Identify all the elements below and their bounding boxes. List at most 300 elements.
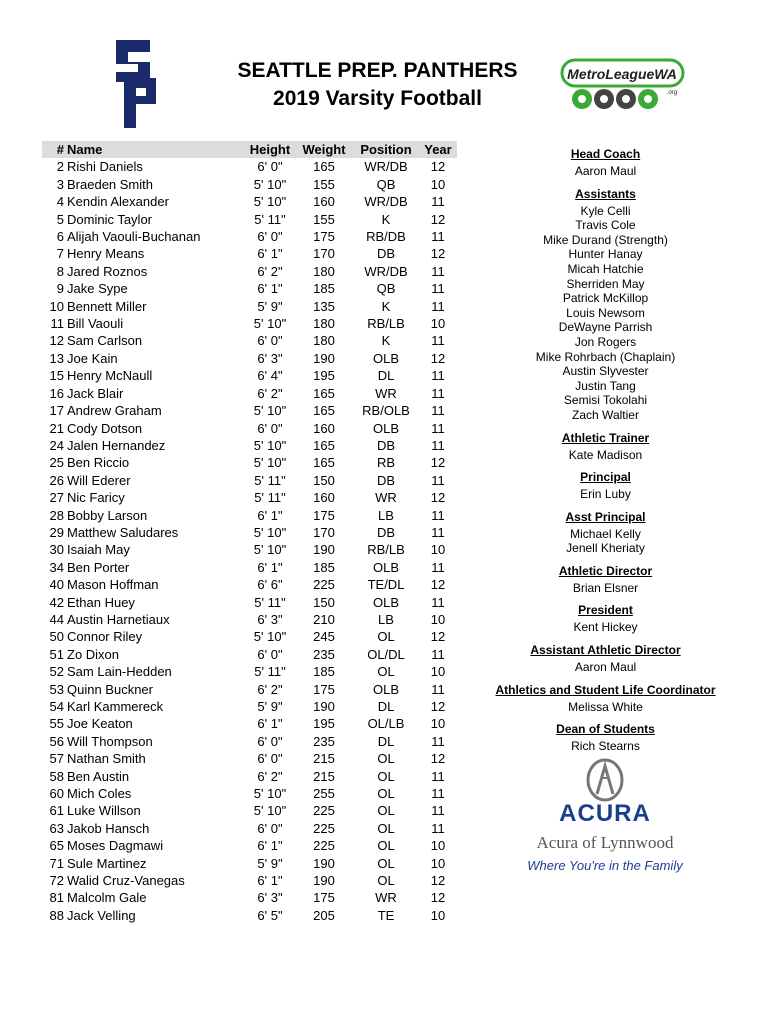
player-position: DB — [376, 524, 396, 540]
player-height: 6' 0" — [257, 820, 283, 836]
player-height: 6' 1" — [257, 559, 283, 575]
player-weight: 205 — [313, 907, 335, 923]
player-weight: 135 — [313, 298, 335, 314]
player-name: Bennett Miller — [67, 298, 147, 314]
player-weight: 165 — [313, 455, 335, 471]
player-name: Will Ederer — [67, 472, 131, 488]
table-row — [42, 524, 457, 541]
player-year: 10 — [430, 907, 446, 923]
player-number: 26 — [49, 472, 64, 488]
player-weight: 190 — [313, 542, 335, 558]
staff-group — [488, 642, 723, 675]
player-height: 5' 10" — [253, 316, 287, 332]
player-position: WR — [375, 890, 397, 906]
table-row — [42, 802, 457, 819]
roster-table — [42, 141, 457, 924]
staff-name: Sherriden May — [566, 276, 645, 291]
player-number: 65 — [49, 838, 64, 854]
player-weight: 150 — [313, 594, 335, 610]
player-name: Cody Dotson — [67, 420, 143, 436]
staff-heading: President — [578, 603, 633, 618]
player-weight: 165 — [313, 159, 335, 175]
player-year: 11 — [431, 733, 445, 749]
player-name: Dominic Taylor — [67, 211, 153, 227]
player-year: 11 — [431, 559, 445, 575]
player-position: WR/DB — [364, 263, 408, 279]
player-number: 56 — [49, 733, 64, 749]
staff-group — [488, 509, 723, 556]
player-year: 12 — [430, 211, 446, 227]
player-height: 6' 4" — [257, 368, 283, 384]
player-number: 13 — [49, 350, 64, 366]
player-number: 63 — [49, 820, 64, 836]
player-weight: 160 — [313, 194, 335, 210]
player-weight: 175 — [313, 229, 335, 245]
player-number: 28 — [49, 507, 64, 523]
player-year: 12 — [430, 873, 446, 889]
staff-name: Micah Hatchie — [567, 261, 644, 276]
player-height: 5' 10" — [253, 194, 287, 210]
player-year: 11 — [431, 385, 445, 401]
player-number: 51 — [49, 646, 64, 662]
player-height: 5' 11" — [254, 472, 286, 488]
player-height: 6' 1" — [257, 246, 283, 262]
player-name: Jack Velling — [67, 907, 136, 923]
player-number: 2 — [56, 159, 64, 175]
table-row — [42, 559, 457, 576]
player-height: 5' 9" — [257, 699, 283, 714]
player-position: OL — [377, 768, 395, 784]
col-weight: Weight — [295, 141, 353, 158]
title-line-2: 2019 Varsity Football — [273, 87, 482, 110]
player-position: WR/DB — [364, 194, 408, 210]
player-position: WR — [375, 385, 397, 401]
player-height: 6' 0" — [257, 333, 283, 349]
staff-name: Erin Luby — [580, 487, 631, 502]
table-row — [42, 315, 457, 332]
table-row — [42, 750, 457, 767]
player-name: Moses Dagmawi — [67, 838, 164, 854]
player-year: 10 — [430, 855, 446, 871]
table-row — [42, 715, 457, 732]
table-row — [42, 646, 457, 663]
player-position: DL — [377, 733, 395, 749]
player-weight: 190 — [313, 350, 335, 366]
staff-name: Mike Durand (Strength) — [543, 232, 668, 247]
player-name: Will Thompson — [67, 733, 153, 749]
staff-group — [488, 430, 723, 463]
player-height: 6' 1" — [257, 838, 283, 854]
player-number: 34 — [49, 559, 64, 575]
player-weight: 170 — [313, 524, 335, 540]
table-row — [42, 437, 457, 454]
player-number: 42 — [49, 594, 64, 610]
player-number: 81 — [49, 890, 64, 906]
player-name: Ethan Huey — [67, 594, 135, 610]
player-number: 17 — [49, 403, 64, 419]
player-number: 61 — [49, 803, 64, 819]
player-height: 6' 3" — [257, 890, 283, 906]
staff-name: Kyle Celli — [580, 203, 631, 218]
table-row — [42, 820, 457, 837]
player-position: OL — [377, 838, 395, 854]
player-position: RB — [376, 455, 396, 471]
table-row — [42, 298, 457, 315]
sponsor-brand: ACURA — [559, 800, 651, 827]
player-height: 5' 10" — [253, 176, 287, 192]
page-title — [205, 58, 550, 114]
player-position: OLB — [372, 559, 399, 575]
table-row — [42, 489, 457, 506]
player-weight: 175 — [313, 681, 335, 697]
player-height: 6' 2" — [257, 768, 283, 784]
sponsor-tagline: Where You're in the Family — [527, 858, 683, 873]
acura-caliper-icon — [588, 760, 622, 800]
table-row — [42, 785, 457, 802]
player-height: 5' 10" — [253, 629, 287, 645]
staff-name: Austin Slyvester — [562, 364, 649, 379]
player-weight: 165 — [313, 437, 335, 453]
player-number: 7 — [56, 246, 64, 262]
player-position: OL — [377, 664, 395, 680]
table-row — [42, 158, 457, 175]
player-year: 11 — [431, 820, 445, 836]
staff-heading: Assistants — [575, 186, 636, 201]
player-height: 6' 1" — [257, 716, 283, 732]
player-name: Jalen Hernandez — [67, 437, 166, 453]
table-row — [42, 263, 457, 280]
player-position: OL — [377, 803, 395, 819]
player-number: 27 — [49, 490, 64, 506]
player-number: 4 — [56, 194, 64, 210]
player-name: Henry Means — [67, 246, 145, 262]
staff-heading: Asst Principal — [565, 509, 646, 524]
staff-name: Michael Kelly — [570, 526, 641, 541]
player-position: DL — [377, 368, 395, 384]
player-position: RB/DB — [366, 229, 406, 245]
player-weight: 245 — [313, 629, 335, 645]
player-number: 30 — [49, 542, 64, 558]
player-height: 6' 0" — [257, 751, 283, 767]
player-name: Joe Kain — [67, 350, 118, 366]
player-height: 5' 10" — [253, 455, 287, 471]
player-height: 5' 10" — [253, 542, 287, 558]
player-weight: 150 — [313, 472, 335, 488]
table-row — [42, 768, 457, 785]
table-row — [42, 454, 457, 471]
player-position: OL/DL — [367, 646, 405, 662]
player-name: Rishi Daniels — [67, 159, 143, 175]
player-year: 12 — [430, 699, 446, 714]
player-height: 6' 2" — [257, 385, 283, 401]
player-number: 11 — [50, 316, 64, 332]
player-weight: 195 — [313, 368, 335, 384]
staff-name: Louis Newsom — [566, 305, 645, 320]
player-height: 6' 3" — [257, 350, 283, 366]
staff-heading: Head Coach — [570, 147, 641, 161]
player-height: 5' 10" — [253, 786, 287, 802]
player-name: Alijah Vaouli-Buchanan — [67, 229, 201, 245]
player-year: 12 — [430, 159, 446, 175]
sport-balls-icon — [572, 89, 658, 109]
player-weight: 235 — [313, 646, 335, 662]
player-weight: 185 — [313, 281, 335, 297]
col-name: Name — [67, 141, 245, 158]
table-row — [42, 611, 457, 628]
player-position: OL — [377, 873, 395, 889]
player-number: 55 — [49, 716, 64, 732]
player-height: 5' 10" — [253, 437, 287, 453]
player-weight: 225 — [313, 820, 335, 836]
table-row — [42, 872, 457, 889]
player-year: 11 — [431, 681, 445, 697]
player-number: 9 — [56, 281, 64, 297]
staff-name: Justin Tang — [575, 378, 636, 393]
player-position: OLB — [372, 681, 399, 697]
staff-name: Hunter Hanay — [568, 247, 643, 262]
staff-list — [488, 146, 723, 761]
player-position: OL — [377, 820, 395, 836]
player-position: DL — [377, 699, 395, 714]
player-weight: 185 — [313, 664, 335, 680]
player-number: 72 — [49, 873, 64, 889]
player-position: TE — [377, 907, 395, 923]
player-position: RB/LB — [367, 542, 405, 558]
player-position: DB — [376, 246, 396, 262]
player-number: 6 — [56, 229, 64, 245]
player-name: Ben Austin — [67, 768, 130, 784]
player-year: 11 — [431, 229, 445, 245]
table-row — [42, 211, 457, 228]
roster-header-row — [42, 141, 457, 158]
player-position: OL/LB — [367, 716, 405, 732]
player-position: LB — [378, 507, 394, 523]
player-name: Henry McNaull — [67, 368, 153, 384]
player-number: 57 — [49, 751, 64, 767]
player-weight: 225 — [313, 838, 335, 854]
table-row — [42, 628, 457, 645]
staff-name: Melissa White — [568, 699, 643, 714]
table-row — [42, 420, 457, 437]
player-weight: 180 — [313, 316, 335, 332]
player-position: DB — [376, 472, 396, 488]
player-year: 11 — [431, 263, 445, 279]
player-year: 11 — [431, 437, 445, 453]
player-name: Bobby Larson — [67, 507, 148, 523]
player-year: 10 — [430, 664, 446, 680]
player-year: 12 — [430, 490, 446, 506]
staff-name: Semisi Tokolahi — [563, 393, 648, 408]
player-name: Luke Willson — [67, 803, 141, 819]
staff-heading: Athletic Trainer — [561, 430, 650, 445]
player-height: 5' 10" — [253, 403, 287, 419]
player-year: 10 — [430, 838, 446, 854]
player-number: 71 — [49, 855, 64, 871]
player-weight: 190 — [313, 855, 335, 871]
player-number: 3 — [56, 176, 64, 192]
player-number: 5 — [56, 211, 64, 227]
player-height: 5' 11" — [254, 594, 286, 610]
staff-group — [488, 721, 723, 754]
staff-heading: Principal — [580, 470, 631, 485]
player-number: 53 — [49, 681, 64, 697]
table-row — [42, 837, 457, 854]
staff-name: Zach Waltier — [572, 407, 639, 422]
player-name: Mason Hoffman — [67, 577, 159, 593]
player-year: 12 — [430, 577, 446, 593]
sponsor-dealer: Acura of Lynnwood — [536, 833, 674, 852]
player-year: 11 — [431, 646, 445, 662]
table-row — [42, 228, 457, 245]
player-position: OL — [377, 629, 395, 645]
player-name: Sam Lain-Hedden — [67, 664, 172, 680]
staff-name: DeWayne Parrish — [558, 320, 653, 335]
player-height: 5' 11" — [254, 664, 286, 680]
player-height: 6' 2" — [257, 263, 283, 279]
player-number: 58 — [49, 768, 64, 784]
sponsor-logo — [515, 758, 695, 878]
player-height: 6' 2" — [257, 681, 283, 697]
player-weight: 160 — [313, 490, 335, 506]
player-name: Braeden Smith — [67, 176, 153, 192]
player-number: 88 — [49, 907, 64, 923]
table-row — [42, 367, 457, 384]
player-height: 6' 0" — [257, 420, 283, 436]
player-number: 24 — [49, 437, 64, 453]
player-height: 6' 0" — [257, 733, 283, 749]
player-number: 15 — [49, 368, 64, 384]
player-number: 50 — [49, 629, 64, 645]
player-name: Quinn Buckner — [67, 681, 153, 697]
player-position: OL — [377, 751, 395, 767]
player-weight: 155 — [313, 176, 335, 192]
player-year: 11 — [431, 768, 445, 784]
table-row — [42, 350, 457, 367]
player-weight: 190 — [313, 699, 335, 714]
staff-name: Jon Rogers — [574, 334, 637, 349]
table-row — [42, 280, 457, 297]
table-row — [42, 385, 457, 402]
player-name: Jared Roznos — [67, 263, 148, 279]
player-year: 11 — [431, 194, 445, 210]
player-height: 6' 0" — [257, 159, 283, 175]
player-weight: 255 — [313, 786, 335, 802]
player-number: 52 — [49, 664, 64, 680]
table-row — [42, 733, 457, 750]
player-number: 44 — [49, 611, 64, 627]
player-weight: 185 — [313, 559, 335, 575]
staff-group — [488, 186, 723, 423]
table-row — [42, 681, 457, 698]
player-weight: 225 — [313, 803, 335, 819]
player-height: 5' 9" — [257, 855, 283, 871]
player-year: 12 — [430, 246, 446, 262]
player-year: 11 — [431, 786, 445, 802]
player-name: Zo Dixon — [67, 646, 120, 662]
player-weight: 210 — [313, 611, 335, 627]
player-year: 12 — [430, 350, 446, 366]
table-row — [42, 176, 457, 193]
table-row — [42, 193, 457, 210]
player-number: 16 — [49, 385, 64, 401]
player-number: 29 — [49, 524, 64, 540]
roster-body — [42, 158, 457, 924]
table-row — [42, 594, 457, 611]
league-logo — [560, 54, 685, 112]
player-number: 54 — [49, 699, 64, 714]
player-position: WR — [375, 490, 397, 506]
table-row — [42, 541, 457, 558]
table-row — [42, 402, 457, 419]
player-weight: 180 — [313, 333, 335, 349]
table-row — [42, 698, 457, 715]
player-year: 11 — [431, 507, 445, 523]
player-weight: 190 — [313, 873, 335, 889]
player-weight: 235 — [313, 733, 335, 749]
staff-heading: Dean of Students — [556, 722, 655, 737]
col-height: Height — [245, 141, 295, 158]
player-year: 12 — [430, 751, 446, 767]
player-position: WR/DB — [364, 159, 408, 175]
player-weight: 175 — [313, 507, 335, 523]
table-row — [42, 576, 457, 593]
player-name: Jakob Hansch — [67, 820, 150, 836]
staff-name: Rich Stearns — [571, 739, 640, 754]
player-weight: 170 — [313, 246, 335, 262]
table-row — [42, 332, 457, 349]
player-name: Mich Coles — [67, 786, 132, 802]
player-position: QB — [376, 281, 396, 297]
staff-name: Travis Cole — [575, 218, 636, 233]
player-year: 10 — [430, 542, 446, 558]
player-height: 5' 10" — [253, 524, 287, 540]
player-year: 11 — [431, 403, 445, 419]
player-name: Malcolm Gale — [67, 890, 147, 906]
player-name: Karl Kammereck — [67, 699, 164, 714]
player-name: Joe Keaton — [67, 716, 133, 732]
staff-name: Patrick McKillop — [562, 291, 649, 306]
player-number: 8 — [56, 263, 64, 279]
player-position: OLB — [372, 594, 399, 610]
player-name: Nic Faricy — [67, 490, 125, 506]
player-year: 11 — [431, 472, 445, 488]
player-position: QB — [376, 176, 396, 192]
player-position: TE/DL — [367, 577, 405, 593]
player-name: Andrew Graham — [67, 403, 162, 419]
col-number: # — [42, 141, 67, 158]
player-year: 11 — [431, 281, 445, 297]
player-name: Nathan Smith — [67, 751, 146, 767]
player-height: 5' 11" — [254, 490, 286, 506]
player-height: 6' 0" — [257, 229, 283, 245]
player-weight: 215 — [313, 768, 335, 784]
staff-heading: Athletic Director — [558, 563, 653, 578]
col-year: Year — [419, 141, 457, 158]
player-position: K — [381, 211, 391, 227]
player-name: Connor Riley — [67, 629, 143, 645]
staff-name: Mike Rohrbach (Chaplain) — [535, 349, 676, 364]
player-position: DB — [376, 437, 396, 453]
staff-group — [488, 682, 723, 715]
player-position: OLB — [372, 350, 399, 366]
player-name: Bill Vaouli — [67, 316, 124, 332]
player-weight: 180 — [313, 263, 335, 279]
player-year: 12 — [430, 455, 446, 471]
player-number: 40 — [49, 577, 64, 593]
player-height: 6' 0" — [257, 646, 283, 662]
table-row — [42, 507, 457, 524]
staff-name: Kent Hickey — [573, 620, 638, 635]
